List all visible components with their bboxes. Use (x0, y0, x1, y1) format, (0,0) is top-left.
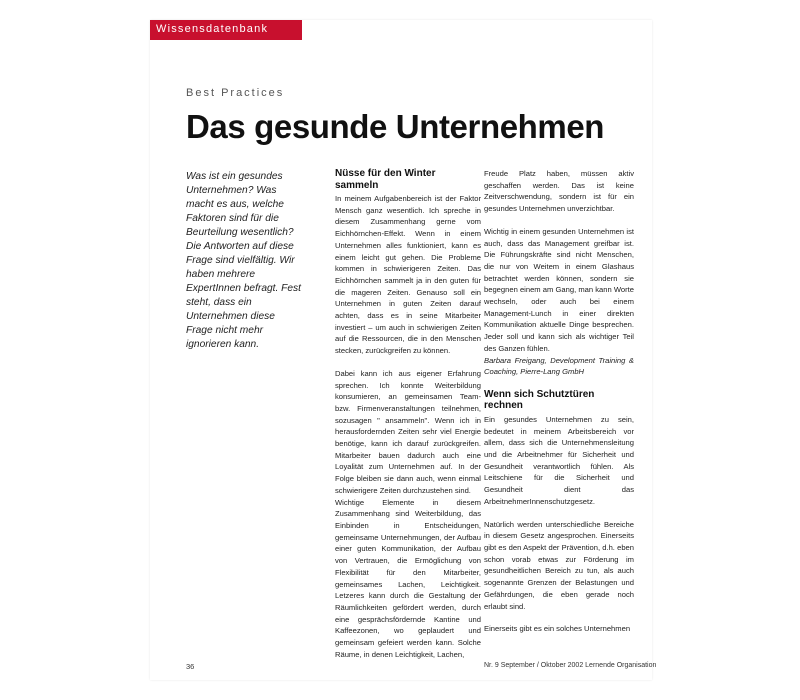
article-intro: Was ist ein gesundes Unternehmen? Was macht es aus, welche Faktoren sind für die Beurteilung wesentlich? Die Antworten auf diese Frage sind vielfältig. Wir haben mehrere ExpertInnen befragt. Fest steht, dass ein Unternehmen diese Frage nicht mehr ignorieren kann. (186, 171, 301, 350)
article-kicker: Best Practices (186, 87, 285, 99)
section-banner (150, 20, 302, 40)
body-paragraph: In meinem Aufgabenbereich ist der Faktor Mensch ganz wesentlich. Ich spreche in diesem Zusammenhang gerne vom Eichhörnchen-Effekt. Wenn in einem Unternehmen alles funktioniert, kann es einem leicht gut gehen. Die Probleme kommen in schwierigeren Zeiten. Das Eichhörnchen sammelt ja in den guten für die mageren Zeiten. Genauso soll ein Unternehmen in guten Zeiten darauf achten, dass es in seine Mitarbeiter investiert – um auch in schwierigen Zeiten auf die Ressourcen, die in den Menschen stecken, zurückgreifen zu können. (335, 194, 481, 356)
body-paragraph: Ein gesundes Unternehmen zu sein, bedeutet in meinem Arbeitsbereich vor allem, dass sich die Unternehmensleitung und die Arbeitnehmer für Sicherheit und Gesundheit verantwortlich fühlen. Als Leitschiene für die Sicherheit und Gesundheit dient das ArbeitnehmerInnenschutzgesetz. (484, 414, 634, 506)
body-paragraph: Dabei kann ich aus eigener Erfahrung sprechen. Ich konnte Weiterbildung konsumieren, an gemeinsamen Team- bzw. Firmenveranstaltungen teilnehmen, sozusagen " ansammeln". Wenn ich in herausfordernden Zeiten sehr viel Energie benötige, kann ich darauf zurückgreifen. Mitarbeiter bauen dadurch auch eine Loyalität zum Unternehmen auf. In der Folge bleiben sie dann auch, wenn einmal schwierigere Zeiten durchzustehen sind. (335, 368, 481, 495)
text-column-2 (484, 168, 634, 646)
article-title: Das gesunde Unternehmen (186, 108, 605, 145)
body-paragraph: Natürlich werden unterschiedliche Bereiche in diesem Gesetz angesprochen. Einerseits gibt es den Aspekt der Prävention, d.h. eben schon vorab etwas zur Förderung im gesundheitlichen Bereich zu tun, als auch sogenannte Grenzen der Belastungen und Gefährdungen, die eben gerade noch erlaubt sind. (484, 519, 634, 611)
body-paragraph: Wichtige Elemente in diesem Zusammenhang sind Weiterbildung, das Einbinden in Entscheidungen, gemeinsame Unternehmungen, der Aufbau einer guten Kommunikation, der Aufbau von Vertrauen, die Ermöglichung von Flexibilität für den Mitarbeiter, gemeinsames Lachen, Leichtigkeit. Letzeres kann durch die Gestaltung der Räumlichkeiten gefördert werden, durch eine gesprächsfördernde Kantine und Kaffeezonen, wo geplaudert und gemeinsam gefeiert werden kann. Solche Räume, in denen Leichtigkeit, Lachen, (335, 497, 481, 659)
page-number: 36 (186, 662, 195, 671)
body-paragraph: Freude Platz haben, müssen aktiv geschaffen werden. Das ist keine Zeitverschwendung, sondern ist für ein gesundes Unternehmen unverzichtbar. (484, 169, 634, 214)
issue-info: Nr. 9 September / Oktober 2002 Lernende Organisation (484, 662, 657, 669)
body-paragraph: Einerseits gibt es ein solches Unternehmen (484, 624, 631, 634)
section-heading-schutztueren: Wenn sich Schutztüren rechnen (484, 388, 595, 412)
section-heading-nuesse: Nüsse für den Winter sammeln (335, 168, 436, 191)
section-banner-label: Wissensdatenbank (156, 23, 269, 35)
body-paragraph: Wichtig in einem gesunden Unternehmen ist auch, dass das Management greifbar ist. Die Führungskräfte sind nicht Menschen, die nur von Weitem in einem Glashaus betrachtet werden können, sondern sie begegnen einem am Gang, man kann Worte wechseln, oder auch bei einem Management-Lunch in einer direkten Kommunikation aktuelle Dinge besprechen. Jeder soll und kann sich als wichtiger Teil des Ganzen fühlen. (484, 226, 634, 353)
author-signature: Barbara Freigang, Development Training & Coaching, Pierre-Lang GmbH (484, 355, 634, 377)
text-column-1 (335, 168, 481, 671)
